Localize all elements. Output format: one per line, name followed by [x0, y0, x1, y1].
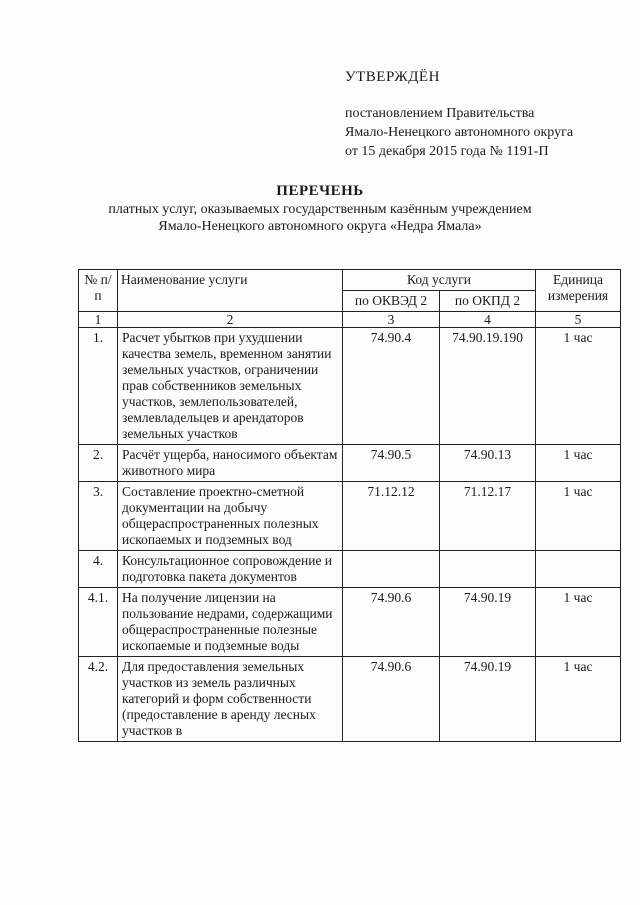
document-subtitle-1: платных услуг, оказываемых государственным казённым учреждением	[108, 202, 532, 217]
row-number: 4.2.	[79, 657, 118, 742]
okpd-code: 74.90.19	[440, 588, 536, 657]
header-number: № п/п	[79, 270, 118, 312]
approval-heading: УТВЕРЖДЁН	[345, 69, 440, 85]
column-number: 5	[536, 312, 621, 328]
service-name: Для предоставления земельных участков из земель различных категорий и форм собственности (предоставление в аренду лесных участков в	[118, 657, 343, 742]
service-name: Консультационное сопровождение и подготовка пакета документов	[118, 551, 343, 588]
unit: 1 час	[536, 328, 621, 445]
header-okpd: по ОКПД 2	[440, 291, 536, 312]
header-okved: по ОКВЭД 2	[343, 291, 440, 312]
okved-code: 74.90.6	[343, 657, 440, 742]
column-number: 3	[343, 312, 440, 328]
row-number: 4.	[79, 551, 118, 588]
row-number: 2.	[79, 445, 118, 482]
document-subtitle-2: Ямало-Ненецкого автономного округа «Недра Ямала»	[158, 219, 482, 234]
header-unit: Единица измерения	[536, 270, 621, 312]
okved-code	[343, 551, 440, 588]
row-number: 3.	[79, 482, 118, 551]
table-row	[79, 482, 621, 551]
service-name: Расчёт ущерба, наносимого объектам животного мира	[118, 445, 343, 482]
column-number-row	[79, 312, 621, 328]
column-number: 4	[440, 312, 536, 328]
okved-code: 74.90.4	[343, 328, 440, 445]
unit	[536, 551, 621, 588]
approval-line-3: от 15 декабря 2015 года № 1191-П	[345, 144, 549, 159]
header-service-name: Наименование услуги	[118, 270, 343, 312]
unit: 1 час	[536, 482, 621, 551]
document-title: ПЕРЕЧЕНЬ	[276, 183, 364, 199]
document-title-block	[0, 183, 640, 235]
table-row	[79, 551, 621, 588]
okved-code: 74.90.5	[343, 445, 440, 482]
table-row	[79, 328, 621, 445]
okpd-code: 74.90.13	[440, 445, 536, 482]
okpd-code: 71.12.17	[440, 482, 536, 551]
okpd-code: 74.90.19	[440, 657, 536, 742]
row-number: 1.	[79, 328, 118, 445]
service-name: Составление проектно-сметной документации на добычу общераспространенных полезных ископаемых и подземных вод	[118, 482, 343, 551]
unit: 1 час	[536, 445, 621, 482]
column-number: 2	[118, 312, 343, 328]
service-name: На получение лицензии на пользование недрами, содержащими общераспространенные полезные ископаемые и подземные воды	[118, 588, 343, 657]
table-row	[79, 657, 621, 742]
table-row	[79, 588, 621, 657]
row-number: 4.1.	[79, 588, 118, 657]
okved-code: 74.90.6	[343, 588, 440, 657]
approval-line-2: Ямало-Ненецкого автономного округа	[345, 125, 574, 140]
approval-line-1: постановлением Правительства	[345, 106, 535, 121]
services-table	[78, 269, 621, 742]
okved-code: 71.12.12	[343, 482, 440, 551]
service-name: Расчет убытков при ухудшении качества земель, временном занятии земельных участков, ограничении прав собственников земельных участков, землепользователей, землевладельцев и арендаторов земельных участков	[118, 328, 343, 445]
column-number: 1	[79, 312, 118, 328]
header-service-code: Код услуги	[343, 270, 536, 291]
approval-block	[345, 68, 635, 161]
table-row	[79, 445, 621, 482]
unit: 1 час	[536, 657, 621, 742]
okpd-code	[440, 551, 536, 588]
okpd-code: 74.90.19.190	[440, 328, 536, 445]
unit: 1 час	[536, 588, 621, 657]
